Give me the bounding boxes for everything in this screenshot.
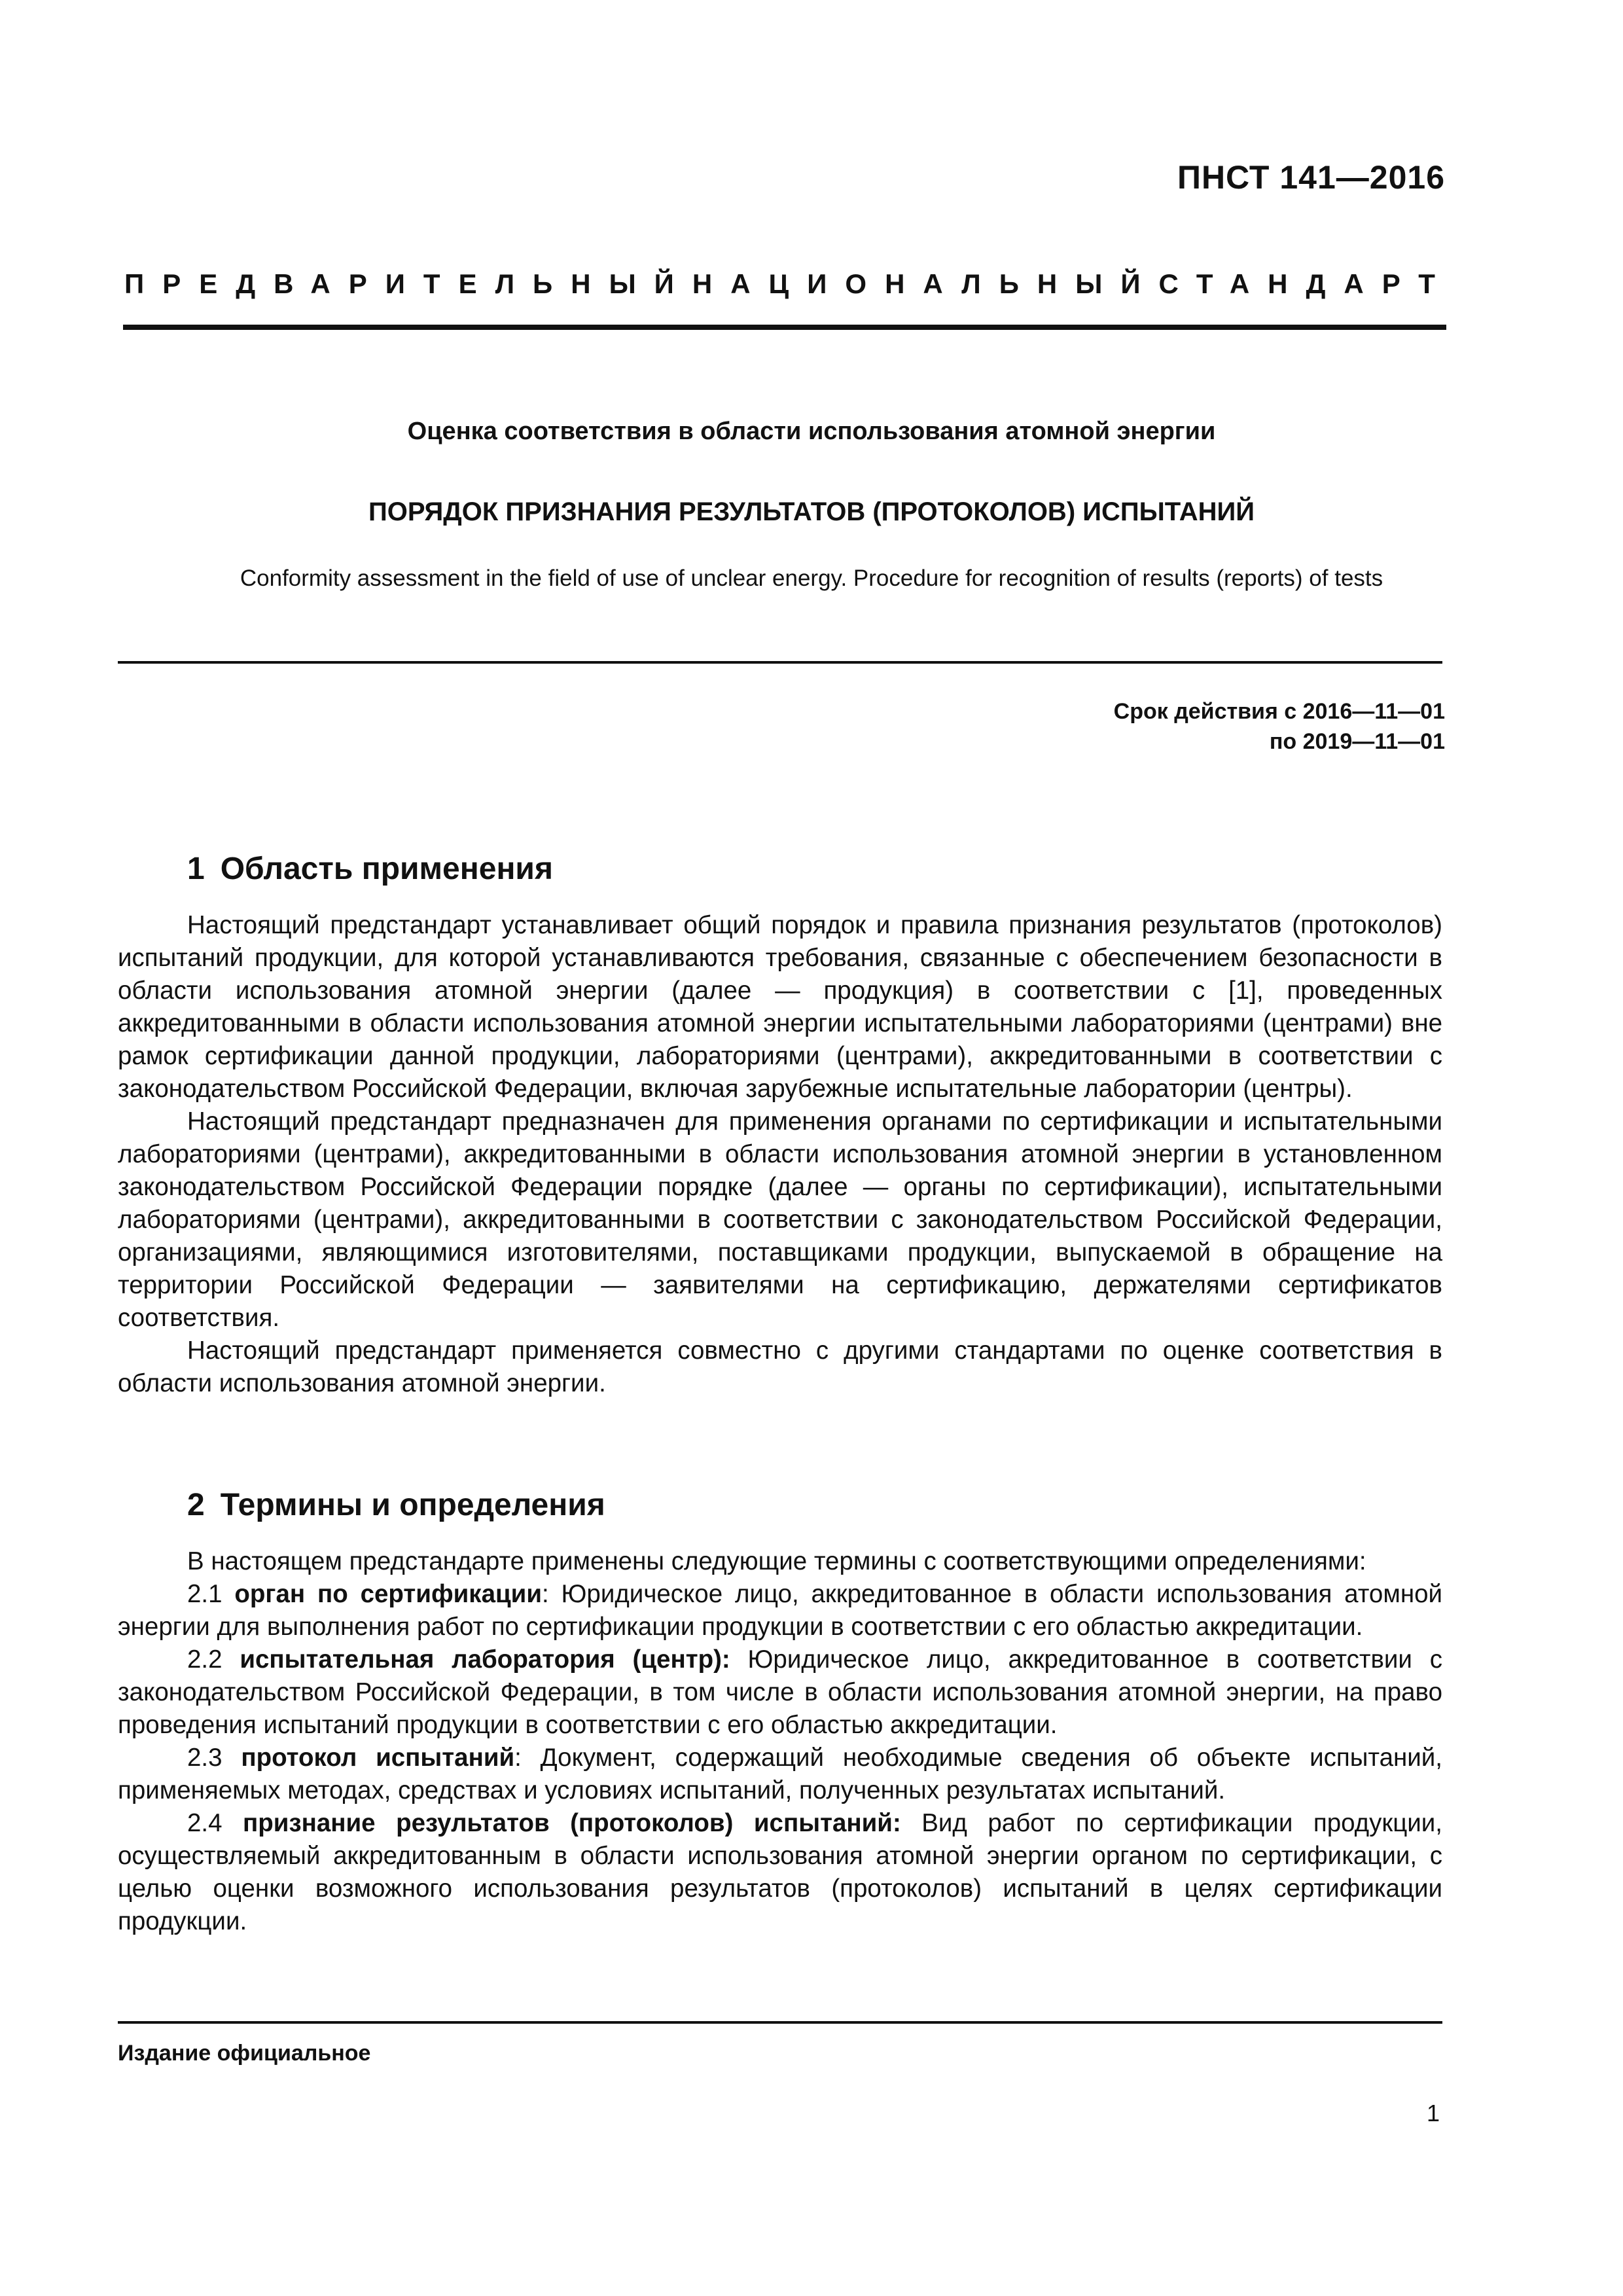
section-title: Область применения xyxy=(220,852,553,886)
paragraph: Настоящий предстандарт предназначен для применения органами по сертификации и испытательными лабораториями (центрами), аккредитованными в области использования атомной энергии в установленном законодательством Российской Федерации порядке (далее — органы по сертификации), испытательными лабораториями (центрами), аккредитованными в соответствии с законодательством Российской Федерации, организациями, являющимися изготовителями, поставщиками продукции, выпускаемой в обращение на территории Российской Федерации — заявителями на сертификацию, держателями сертификатов соответствия. xyxy=(118,1107,1442,1332)
term-name: испытательная лаборатория (центр): xyxy=(240,1645,730,1674)
subject-title: Оценка соответствия в области использования атомной энергии xyxy=(407,418,1216,445)
term-number: 2.1 xyxy=(187,1580,223,1608)
section-number: 2 xyxy=(187,1488,205,1522)
term-name: признание результатов (протоколов) испытаний: xyxy=(243,1809,901,1837)
section-number: 1 xyxy=(187,852,205,886)
standard-type-word-2: НАЦИОНАЛЬНЫЙ xyxy=(692,268,1159,299)
term-definition xyxy=(118,1578,1442,1643)
term-separator: : xyxy=(541,1580,549,1608)
section-terms xyxy=(118,1487,1442,1938)
validity-period xyxy=(1114,696,1445,757)
term-text: Вид работ по сертификации продукции, осуществляемый аккредитованным в области использования атомной энергии органом по сертификации, с целью оценки возможного использования результатов (протоколов) испытаний в целях сертификации продукции. xyxy=(118,1809,1442,1935)
footer-divider xyxy=(118,2021,1442,2024)
term-definition xyxy=(118,1742,1442,1807)
header-divider xyxy=(123,325,1446,330)
term-text: Юридическое лицо, аккредитованное в области использования атомной энергии для выполнения работ по сертификации продукции в соответствии с его областью аккредитации. xyxy=(118,1580,1442,1641)
term-definition xyxy=(118,1807,1442,1938)
term-number: 2.2 xyxy=(187,1645,223,1674)
term-number: 2.3 xyxy=(187,1744,223,1772)
page-number: 1 xyxy=(1426,2100,1440,2126)
validity-to: по 2019—11—01 xyxy=(1269,729,1445,754)
term-text: Юридическое лицо, аккредитованное в соответствии с законодательством Российской Федерации, в том числе в области использования атомной энергии, на право проведения испытаний продукции в соответствии с его областью аккредитации. xyxy=(118,1645,1442,1739)
standard-type-line xyxy=(124,268,1454,300)
document-title: ПОРЯДОК ПРИЗНАНИЯ РЕЗУЛЬТАТОВ (ПРОТОКОЛОВ) ИСПЫТАНИЙ xyxy=(368,497,1255,526)
standard-code: ПНСТ 141—2016 xyxy=(1177,159,1445,196)
paragraph: Настоящий предстандарт устанавливает общий порядок и правила признания результатов (протоколов) испытаний продукции, для которой устанавливаются требования, связанные с обеспечением безопасности в области использования атомной энергии (далее — продукция) в соответствии с [1], проведенных аккредитованными в области использования атомной энергии испытательными лабораториями (центрами) вне рамок сертификации данной продукции, лабораториями (центрами), аккредитованными в соответствии с законодательством Российской Федерации, включая зарубежные испытательные лаборатории (центры). xyxy=(118,911,1442,1103)
section-heading xyxy=(118,1487,1442,1523)
term-text: Документ, содержащий необходимые сведения об объекте испытаний, применяемых методах, средствах и условиях испытаний, полученных результатах испытаний. xyxy=(118,1744,1442,1804)
term-name: орган по сертификации xyxy=(234,1580,542,1608)
term-number: 2.4 xyxy=(187,1809,223,1837)
term-separator: : xyxy=(514,1744,522,1772)
validity-from: Срок действия с 2016—11—01 xyxy=(1113,699,1445,724)
term-name: протокол испытаний xyxy=(241,1744,515,1772)
standard-type-word-1: ПРЕДВАРИТЕЛЬНЫЙ xyxy=(124,268,692,299)
title-divider xyxy=(118,661,1442,664)
paragraph: Настоящий предстандарт применяется совместно с другими стандартами по оценке соответствия в области использования атомной энергии. xyxy=(118,1336,1442,1397)
section-title: Термины и определения xyxy=(220,1488,605,1522)
term-definition xyxy=(118,1643,1442,1742)
section-heading xyxy=(118,851,1442,887)
section-scope xyxy=(118,851,1442,1400)
edition-label: Издание официальное xyxy=(118,2041,371,2066)
standard-type-word-3: СТАНДАРТ xyxy=(1158,268,1454,299)
document-title-english: Conformity assessment in the field of use of unclear energy. Procedure for recognition of results (reports) of tests xyxy=(240,565,1383,591)
terms-intro: В настоящем предстандарте применены следующие термины с соответствующими определениями: xyxy=(187,1547,1366,1575)
